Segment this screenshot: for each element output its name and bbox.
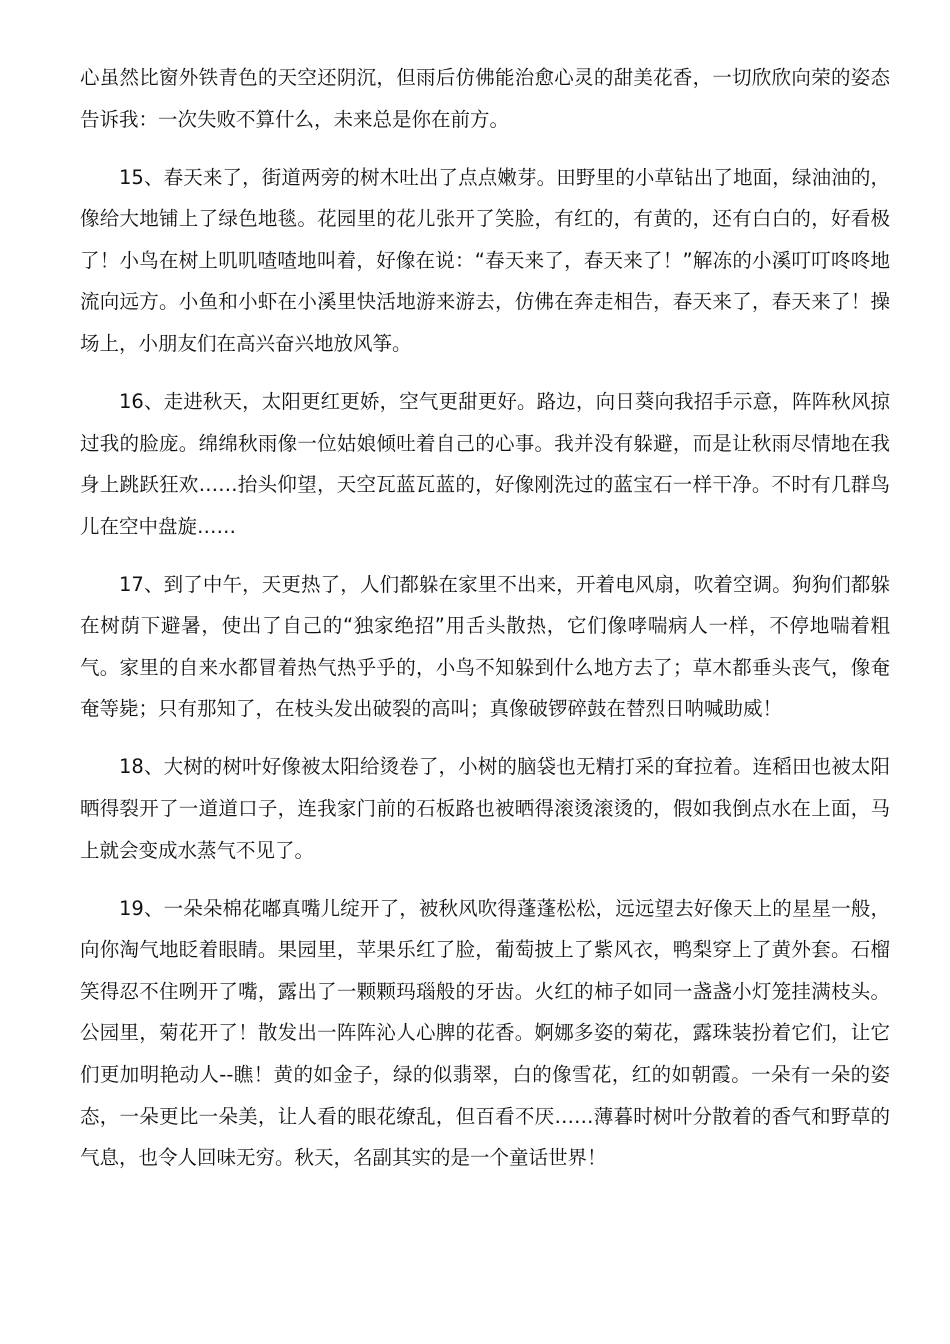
paragraph-gap	[80, 140, 890, 156]
paragraph-18: 18、大树的树叶好像被太阳给烫卷了，小树的脑袋也无精打采的耷拉着。连稻田也被太阳晒得裂开了一道道口子，连我家门前的石板路也被晒得滚烫滚烫的，假如我倒点水在上面，马上就会变成水蒸气不见了。	[80, 755, 890, 862]
paragraph-gap	[80, 730, 890, 746]
paragraph-15: 15、春天来了，街道两旁的树木吐出了点点嫩芽。田野里的小草钻出了地面，绿油油的，像给大地铺上了绿色地毯。花园里的花儿张开了笑脸，有红的，有黄的，还有白白的，好看极了！小鸟在树上叽叽喳喳地叫着，好像在说：“春天来了，春天来了！”解冻的小溪叮叮咚咚地流向远方。小鱼和小虾在小溪里快活地游来游去，仿佛在奔走相告，春天来了，春天来了！操场上，小朋友们在高兴奋兴地放风筝。	[80, 165, 890, 355]
paragraph-continuation: 心虽然比窗外铁青色的天空还阴沉，但雨后仿佛能治愈心灵的甜美花香，一切欣欣向荣的姿态告诉我：一次失败不算什么，未来总是你在前方。	[80, 66, 890, 131]
paragraph-17: 17、到了中午，天更热了，人们都躲在家里不出来，开着电风扇，吹着空调。狗狗们都躲在树荫下避暑，使出了自己的“独家绝招”用舌头散热，它们像哮喘病人一样，不停地喘着粗气。家里的自来水都冒着热气热乎乎的，小鸟不知躲到什么地方去了；草木都垂头丧气，像奄奄等毙；只有那知了，在枝头发出破裂的高叫；真像破锣碎鼓在替烈日呐喊助威！	[80, 572, 890, 721]
paragraph-19: 19、一朵朵棉花嘟真嘴儿绽开了，被秋风吹得蓬蓬松松，远远望去好像天上的星星一般，向你淘气地眨着眼睛。果园里，苹果乐红了脸，葡萄披上了紫风衣，鸭梨穿上了黄外套。石榴笑得忍不住咧开了嘴，露出了一颗颗玛瑙般的牙齿。火红的柿子如同一盏盏小灯笼挂满枝头。公园里，菊花开了！散发出一阵阵沁人心脾的花香。婀娜多姿的菊花，露珠装扮着它们，让它们更加明艳动人--瞧！黄的如金子，绿的似翡翠，白的像雪花，红的如朝霞。一朵有一朵的姿态，一朵更比一朵美，让人看的眼花缭乱，但百看不厌……薄暮时树叶分散着的香气和野草的气息，也令人回味无穷。秋天，名副其实的是一个童话世界！	[80, 896, 890, 1170]
paragraph-gap	[80, 871, 890, 887]
document-page	[80, 57, 890, 1179]
paragraph-16: 16、走进秋天，太阳更红更娇，空气更甜更好。路边，向日葵向我招手示意，阵阵秋风掠过我的脸庞。绵绵秋雨像一位姑娘倾吐着自己的心事。我并没有躲避，而是让秋雨尽情地在我身上跳跃狂欢……抬头仰望，天空瓦蓝瓦蓝的，好像刚洗过的蓝宝石一样干净。不时有几群鸟儿在空中盘旋……	[80, 389, 890, 538]
paragraph-gap	[80, 547, 890, 563]
paragraph-gap	[80, 365, 890, 381]
